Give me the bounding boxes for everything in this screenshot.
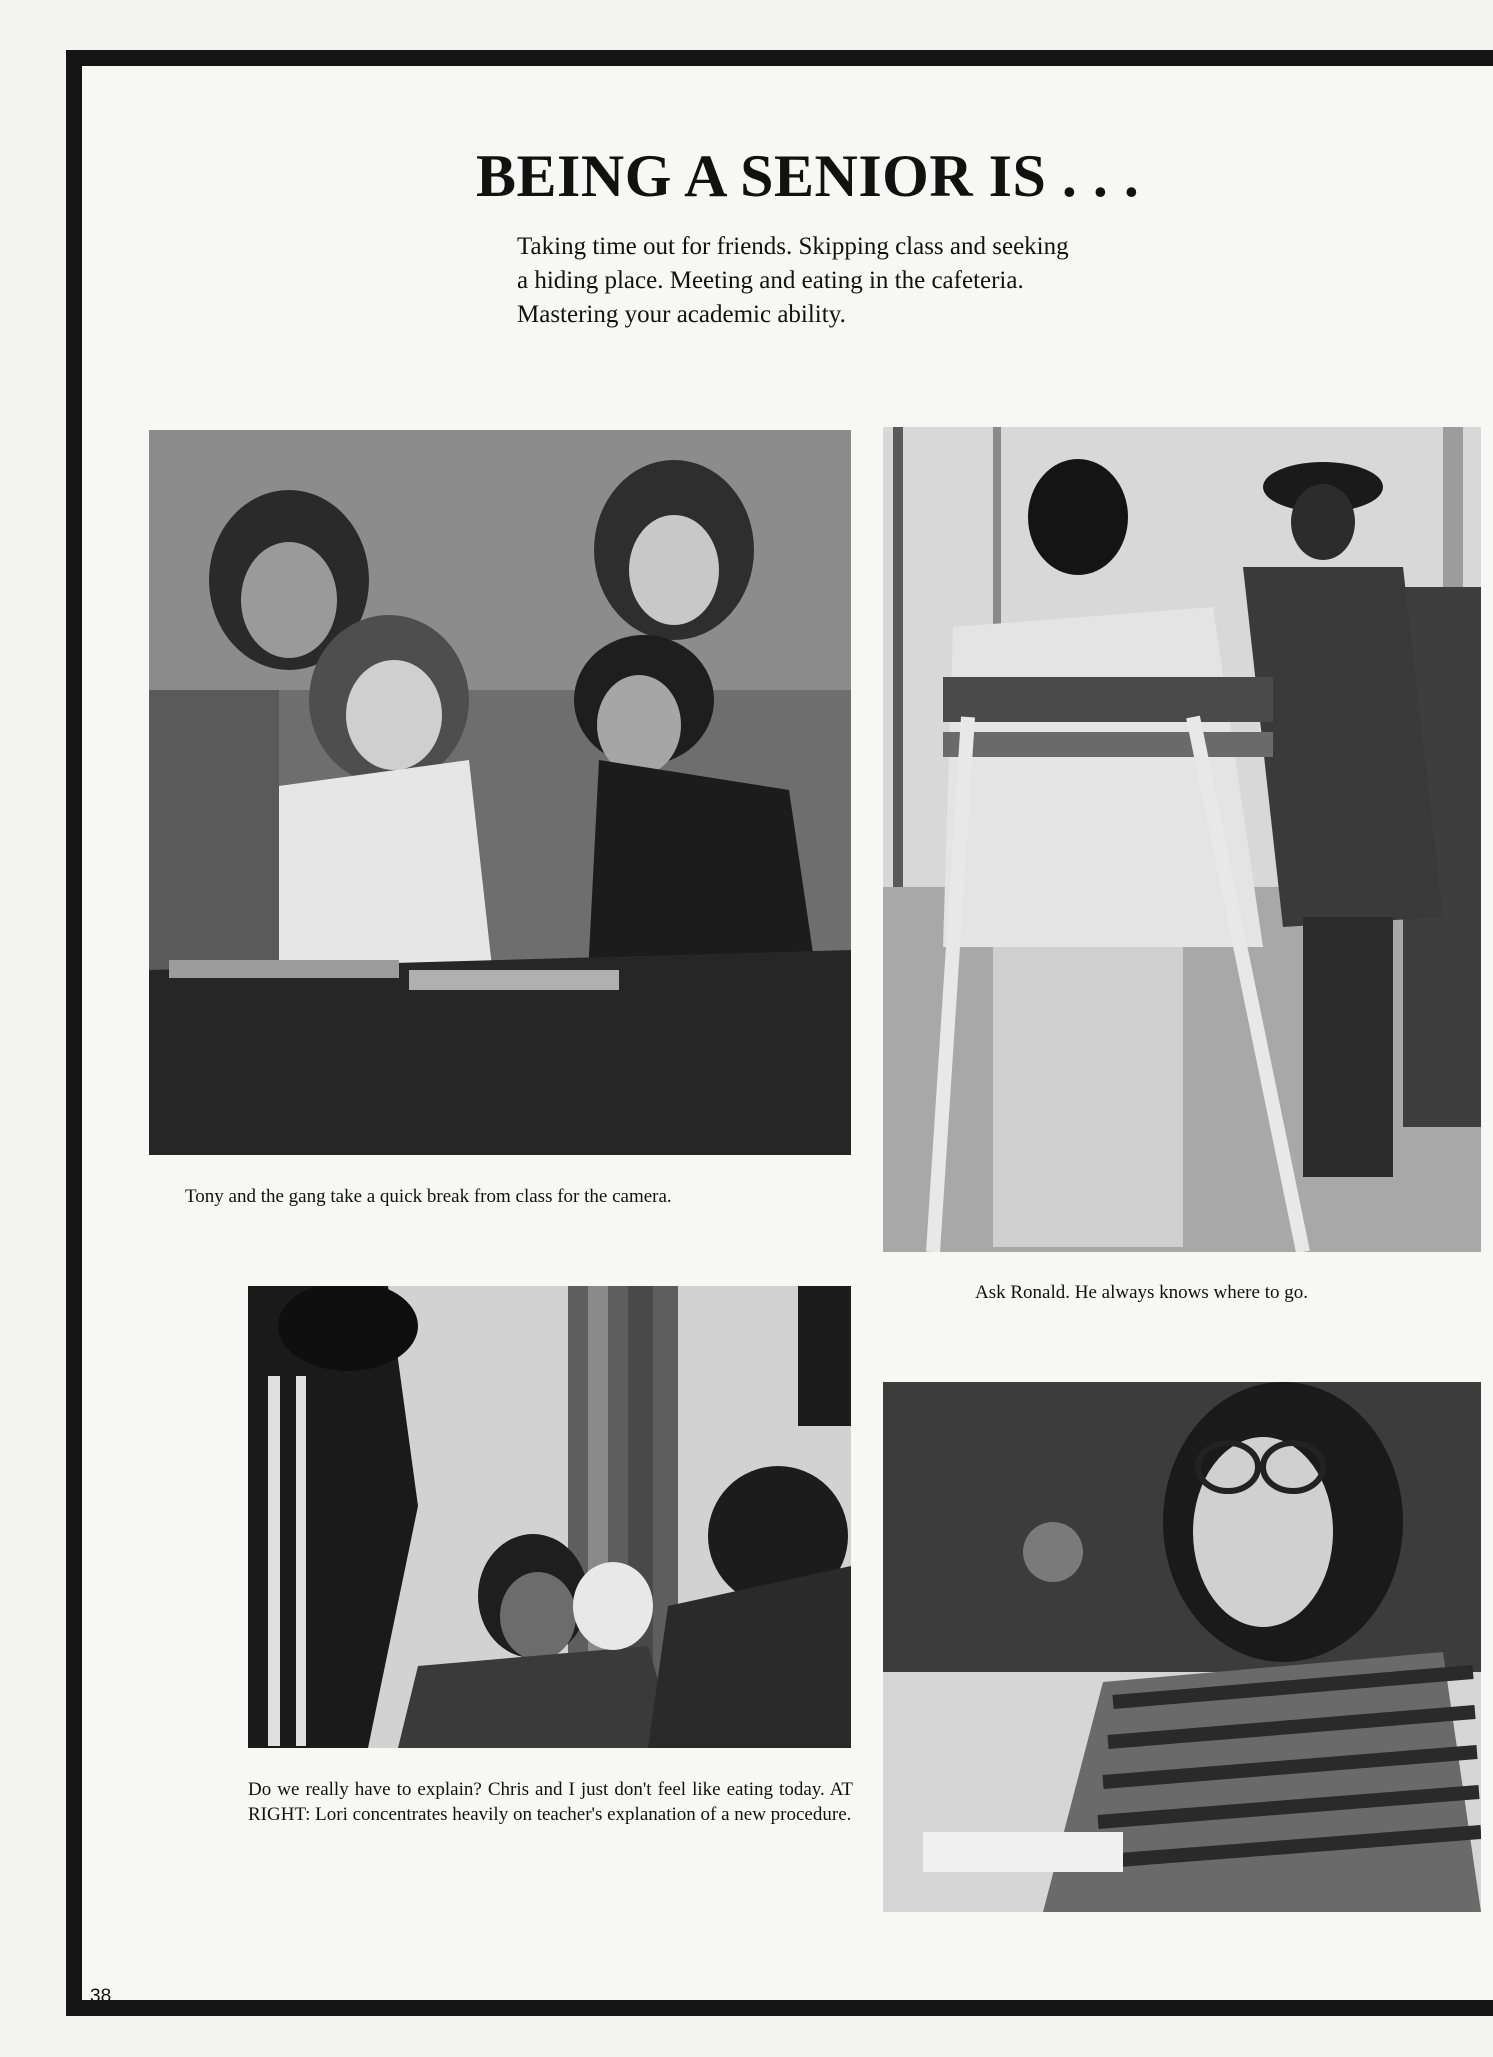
page-number: 38 <box>90 1986 112 2007</box>
photo-ronald-crutches <box>883 427 1481 1252</box>
caption-group-friends: Tony and the gang take a quick break from class for the camera. <box>185 1186 672 1207</box>
caption-cafeteria: Do we really have to explain? Chris and I just don't feel like eating today. AT RIGHT: Lori concentrates heavily on teacher's explanation of a new procedure. <box>248 1779 853 1825</box>
photo-group-friends <box>149 430 851 1155</box>
page-title: BEING A SENIOR IS . . . <box>476 143 1140 209</box>
photo-cafeteria <box>248 1286 851 1748</box>
photo-lori <box>883 1382 1481 1912</box>
intro-paragraph: Taking time out for friends. Skipping class and seeking a hiding place. Meeting and eating in the cafeteria. Mastering your academic ability. <box>517 233 1069 328</box>
caption-ronald: Ask Ronald. He always knows where to go. <box>975 1282 1308 1303</box>
